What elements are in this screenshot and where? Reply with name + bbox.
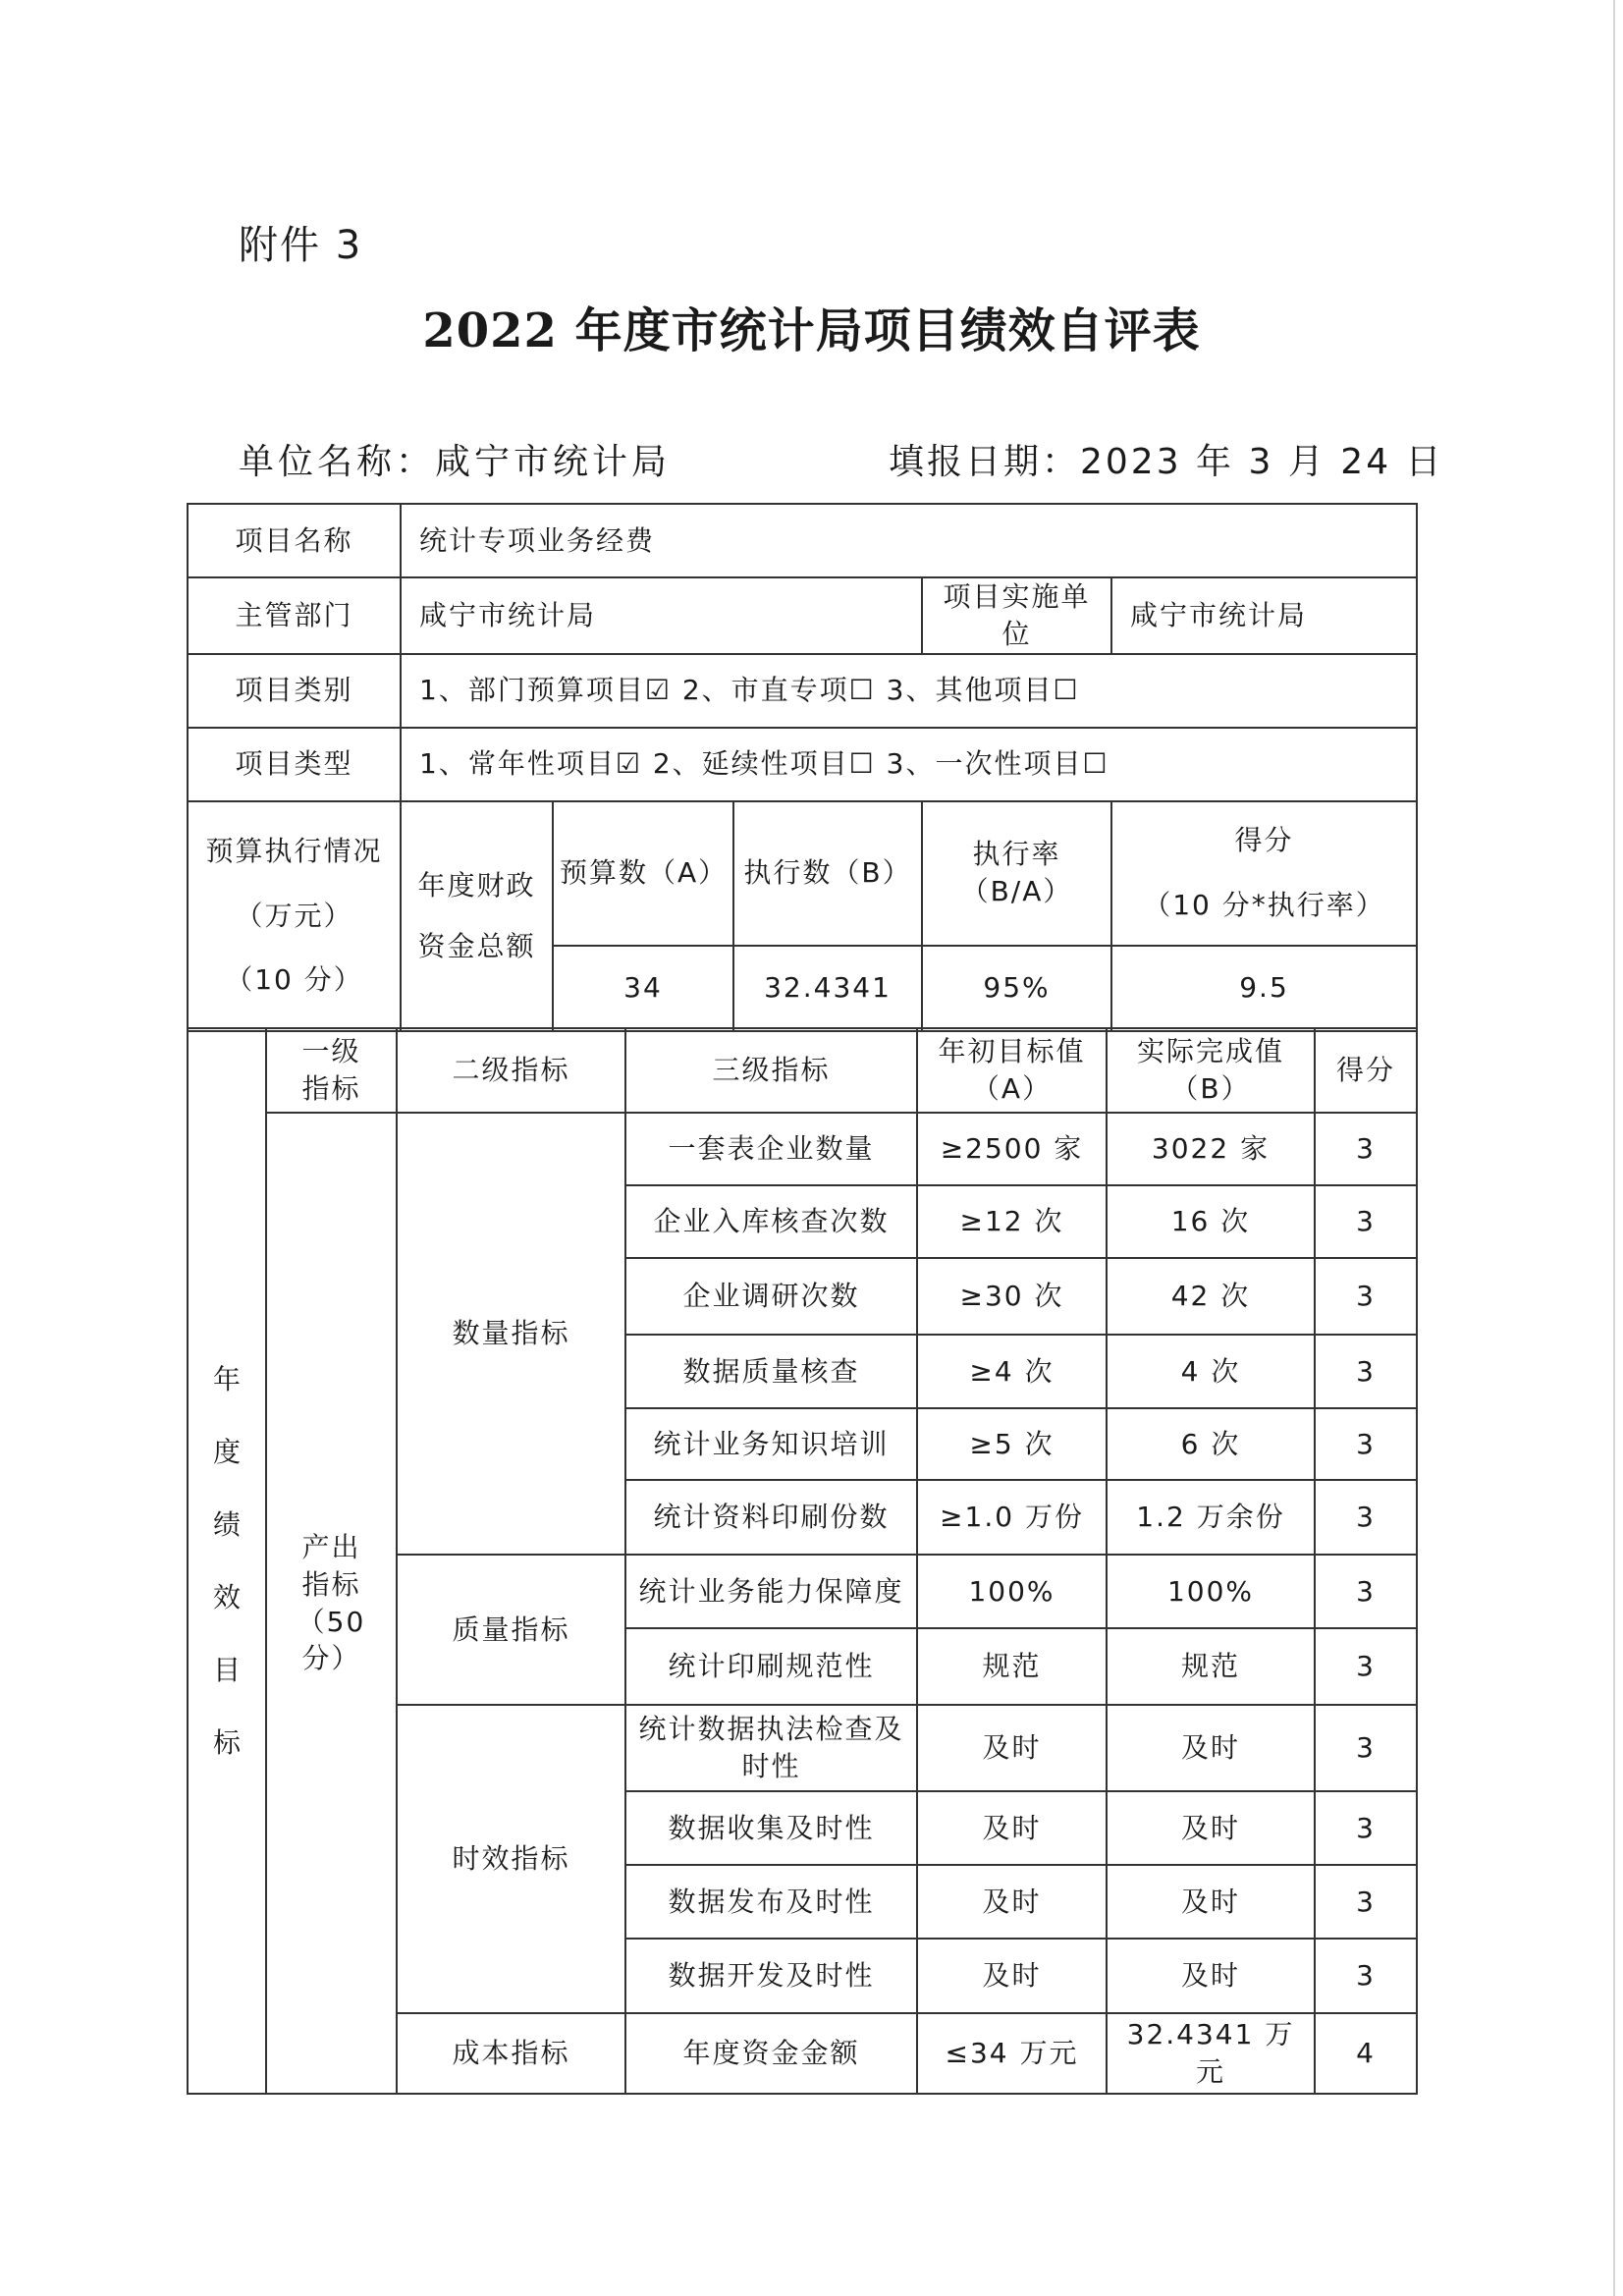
indicator-name: 统计业务知识培训	[625, 1408, 917, 1480]
indicator-name: 一套表企业数量	[625, 1113, 917, 1185]
actual-value: 32.4341 万元	[1107, 2013, 1315, 2094]
indicator-name: 企业入库核查次数	[625, 1185, 917, 1258]
section-label-char: 目	[212, 1653, 241, 1686]
target-value: 及时	[917, 1865, 1107, 1939]
exec-value: 32.4341	[733, 946, 922, 1031]
target-value: ≥4 次	[917, 1335, 1107, 1408]
target-value: 及时	[917, 1939, 1107, 2013]
group-name: 时效指标	[397, 1705, 625, 2013]
indicator-name: 数据开发及时性	[625, 1939, 917, 2013]
budget-score-value: 9.5	[1111, 946, 1417, 1031]
impl-unit-value: 咸宁市统计局	[1111, 577, 1417, 654]
output-indicator-label: 产出 指标 （50 分）	[266, 1113, 397, 2094]
section-label-char: 标	[212, 1725, 241, 1759]
target-value: ≤34 万元	[917, 2013, 1107, 2094]
score-value: 3	[1315, 1555, 1417, 1628]
target-value: ≥12 次	[917, 1185, 1107, 1258]
target-value: 及时	[917, 1791, 1107, 1865]
actual-value: 及时	[1107, 1791, 1315, 1865]
header-target: 年初目标值 （A）	[917, 1028, 1107, 1113]
group-name: 成本指标	[397, 2013, 625, 2094]
score-value: 3	[1315, 1705, 1417, 1791]
indicator-name: 数据收集及时性	[625, 1791, 917, 1865]
target-value: ≥2500 家	[917, 1113, 1107, 1185]
target-value: 规范	[917, 1628, 1107, 1705]
score-value: 3	[1315, 1939, 1417, 2013]
group-name: 质量指标	[397, 1555, 625, 1705]
score-value: 3	[1315, 1113, 1417, 1185]
indicator-name: 统计印刷规范性	[625, 1628, 917, 1705]
budget-score-header: 得分 （10 分*执行率）	[1111, 801, 1417, 946]
indicator-name: 年度资金金额	[625, 2013, 917, 2094]
header-level2: 二级指标	[397, 1028, 625, 1113]
performance-table	[187, 1027, 1418, 2095]
project-name-label: 项目名称	[188, 504, 401, 577]
score-value: 4	[1315, 2013, 1417, 2094]
section-label-char: 效	[212, 1580, 241, 1613]
project-category-label: 项目类别	[188, 654, 401, 728]
section-label-char: 度	[212, 1435, 241, 1468]
target-value: 及时	[917, 1705, 1107, 1791]
dept-value: 咸宁市统计局	[401, 577, 922, 654]
indicator-name: 统计业务能力保障度	[625, 1555, 917, 1628]
score-value: 3	[1315, 1791, 1417, 1865]
score-value: 3	[1315, 1480, 1417, 1555]
actual-value: 及时	[1107, 1939, 1315, 2013]
section-label-char: 绩	[212, 1507, 241, 1541]
unit-name: 单位名称：咸宁市统计局	[239, 442, 672, 482]
actual-value: 及时	[1107, 1865, 1315, 1939]
indicator-name: 统计资料印刷份数	[625, 1480, 917, 1555]
project-type-value: 1、常年性项目☑ 2、延续性项目☐ 3、一次性项目☐	[401, 728, 1417, 801]
score-value: 3	[1315, 1628, 1417, 1705]
project-type-label: 项目类型	[188, 728, 401, 801]
actual-value: 规范	[1107, 1628, 1315, 1705]
exec-header: 执行数（B）	[733, 801, 922, 946]
project-info-table	[187, 503, 1418, 1032]
actual-value: 16 次	[1107, 1185, 1315, 1258]
annual-performance-section-label	[188, 1028, 266, 2094]
actual-value: 4 次	[1107, 1335, 1315, 1408]
actual-value: 6 次	[1107, 1408, 1315, 1480]
indicator-name: 数据质量核查	[625, 1335, 917, 1408]
annual-fund-label: 年度财政 资金总额	[401, 801, 553, 1031]
impl-unit-label: 项目实施单位	[922, 577, 1111, 654]
budget-value: 34	[553, 946, 733, 1031]
actual-value: 100%	[1107, 1555, 1315, 1628]
score-value: 3	[1315, 1335, 1417, 1408]
header-level3: 三级指标	[625, 1028, 917, 1113]
project-category-value: 1、部门预算项目☑ 2、市直专项☐ 3、其他项目☐	[401, 654, 1417, 728]
target-value: 100%	[917, 1555, 1107, 1628]
budget-section-label: 预算执行情况 （万元） （10 分）	[188, 801, 401, 1031]
rate-header: 执行率（B/A）	[922, 801, 1111, 946]
actual-value: 1.2 万余份	[1107, 1480, 1315, 1555]
section-label-char: 年	[212, 1362, 241, 1395]
rate-value: 95%	[922, 946, 1111, 1031]
group-name: 数量指标	[397, 1113, 625, 1555]
indicator-name: 统计数据执法检查及 时性	[625, 1705, 917, 1791]
budget-header: 预算数（A）	[553, 801, 733, 946]
score-value: 3	[1315, 1865, 1417, 1939]
attachment-label: 附件 3	[239, 223, 363, 268]
score-value: 3	[1315, 1258, 1417, 1335]
indicator-name: 企业调研次数	[625, 1258, 917, 1335]
actual-value: 及时	[1107, 1705, 1315, 1791]
score-value: 3	[1315, 1408, 1417, 1480]
target-value: ≥1.0 万份	[917, 1480, 1107, 1555]
dept-label: 主管部门	[188, 577, 401, 654]
header-level1: 一级 指标	[266, 1028, 397, 1113]
header-score: 得分	[1315, 1028, 1417, 1113]
report-date: 填报日期：2023 年 3 月 24 日	[889, 442, 1444, 482]
actual-value: 42 次	[1107, 1258, 1315, 1335]
target-value: ≥30 次	[917, 1258, 1107, 1335]
actual-value: 3022 家	[1107, 1113, 1315, 1185]
score-value: 3	[1315, 1185, 1417, 1258]
header-actual: 实际完成值 （B）	[1107, 1028, 1315, 1113]
target-value: ≥5 次	[917, 1408, 1107, 1480]
project-name-value: 统计专项业务经费	[401, 504, 1417, 577]
indicator-name: 数据发布及时性	[625, 1865, 917, 1939]
document-title: 2022 年度市统计局项目绩效自评表	[422, 303, 1201, 358]
